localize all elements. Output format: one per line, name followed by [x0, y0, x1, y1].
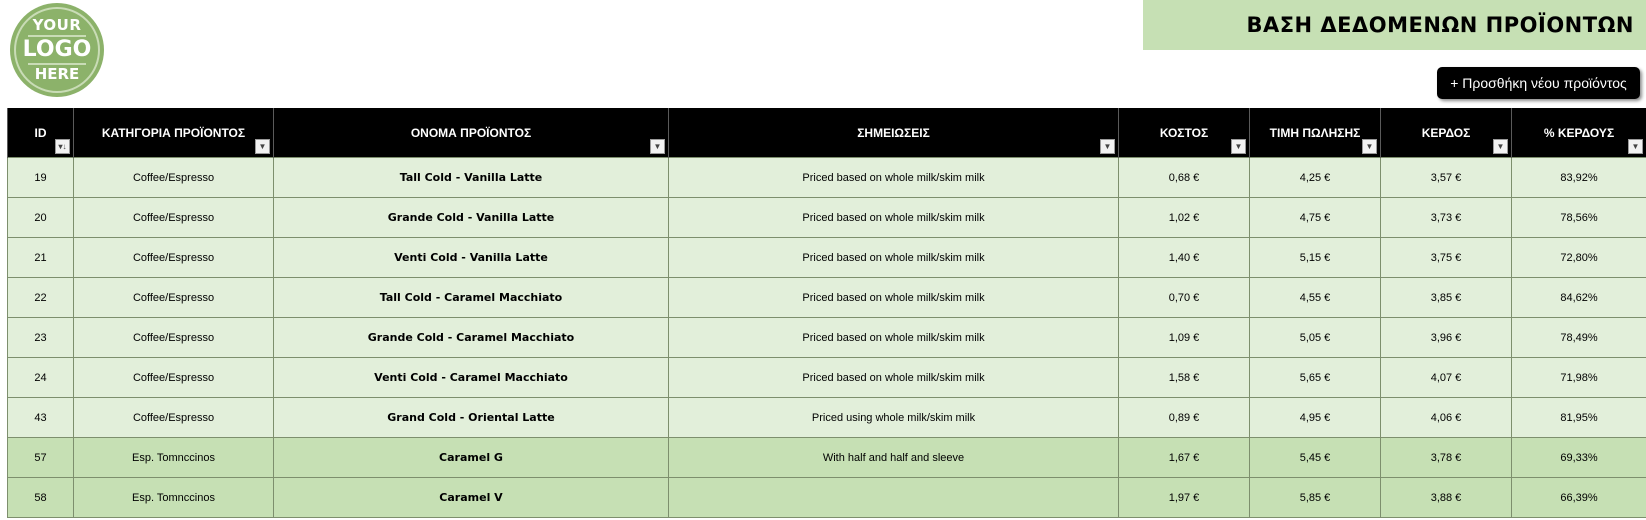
cell-name[interactable]: Grand Cold - Oriental Latte: [274, 398, 669, 438]
cell-cost[interactable]: 0,89 €: [1119, 398, 1250, 438]
cell-notes[interactable]: [669, 478, 1119, 518]
cell-price[interactable]: 4,55 €: [1250, 278, 1381, 318]
cell-notes[interactable]: Priced using whole milk/skim milk: [669, 398, 1119, 438]
cell-notes[interactable]: With half and half and sleeve: [669, 438, 1119, 478]
cell-price[interactable]: 4,25 €: [1250, 158, 1381, 198]
cell-price[interactable]: 5,15 €: [1250, 238, 1381, 278]
cell-cost[interactable]: 1,09 €: [1119, 318, 1250, 358]
table-row[interactable]: [8, 478, 1646, 518]
cell-profit[interactable]: 4,06 €: [1381, 398, 1512, 438]
column-label: ΚΕΡΔΟΣ: [1421, 125, 1471, 140]
table-row[interactable]: [8, 398, 1646, 438]
cell-category[interactable]: Coffee/Espresso: [74, 278, 274, 318]
cell-margin[interactable]: 78,56%: [1512, 198, 1646, 238]
cell-notes[interactable]: Priced based on whole milk/skim milk: [669, 278, 1119, 318]
cell-margin[interactable]: 81,95%: [1512, 398, 1646, 438]
cell-price[interactable]: 5,65 €: [1250, 358, 1381, 398]
cell-price[interactable]: 5,45 €: [1250, 438, 1381, 478]
dropdown-arrow-icon[interactable]: ▼: [1628, 139, 1643, 154]
cell-profit[interactable]: 3,88 €: [1381, 478, 1512, 518]
table-header-row: [8, 108, 1646, 158]
cell-price[interactable]: 5,85 €: [1250, 478, 1381, 518]
column-header-margin[interactable]: [1512, 108, 1646, 158]
cell-margin[interactable]: 71,98%: [1512, 358, 1646, 398]
cell-notes[interactable]: Priced based on whole milk/skim milk: [669, 318, 1119, 358]
logo-badge: [14, 7, 100, 93]
dropdown-arrow-icon[interactable]: ▼: [1362, 139, 1377, 154]
logo-text-line3: HERE: [34, 65, 80, 83]
cell-category[interactable]: Coffee/Espresso: [74, 318, 274, 358]
cell-profit[interactable]: 3,85 €: [1381, 278, 1512, 318]
cell-cost[interactable]: 1,02 €: [1119, 198, 1250, 238]
cell-margin[interactable]: 69,33%: [1512, 438, 1646, 478]
cell-id[interactable]: 24: [8, 358, 74, 398]
cell-name[interactable]: Caramel V: [274, 478, 669, 518]
cell-profit[interactable]: 3,78 €: [1381, 438, 1512, 478]
table-row[interactable]: [8, 318, 1646, 358]
column-header-cost[interactable]: [1119, 108, 1250, 158]
cell-category[interactable]: Coffee/Espresso: [74, 398, 274, 438]
logo-text-line2: LOGO: [22, 37, 92, 62]
cell-id[interactable]: 22: [8, 278, 74, 318]
column-header-category[interactable]: [74, 108, 274, 158]
cell-profit[interactable]: 3,73 €: [1381, 198, 1512, 238]
cell-margin[interactable]: 83,92%: [1512, 158, 1646, 198]
column-header-profit[interactable]: [1381, 108, 1512, 158]
dropdown-arrow-icon[interactable]: ▼: [1493, 139, 1508, 154]
cell-name[interactable]: Venti Cold - Vanilla Latte: [274, 238, 669, 278]
cell-id[interactable]: 23: [8, 318, 74, 358]
logo-text-line1: YOUR: [32, 16, 82, 34]
page-title: ΒΑΣΗ ΔΕΔΟΜΕΝΩΝ ΠΡΟΪΟΝΤΩΝ: [1246, 13, 1634, 37]
cell-cost[interactable]: 1,40 €: [1119, 238, 1250, 278]
add-product-button[interactable]: + Προσθήκη νέου προϊόντος: [1437, 67, 1640, 99]
cell-profit[interactable]: 3,96 €: [1381, 318, 1512, 358]
column-header-price[interactable]: [1250, 108, 1381, 158]
cell-margin[interactable]: 84,62%: [1512, 278, 1646, 318]
cell-id[interactable]: 20: [8, 198, 74, 238]
column-label: ΚΟΣΤΟΣ: [1159, 125, 1209, 140]
cell-category[interactable]: Coffee/Espresso: [74, 198, 274, 238]
cell-id[interactable]: 58: [8, 478, 74, 518]
cell-price[interactable]: 4,95 €: [1250, 398, 1381, 438]
cell-category[interactable]: Coffee/Espresso: [74, 358, 274, 398]
column-label: ΤΙΜΗ ΠΩΛΗΣΗΣ: [1269, 125, 1361, 140]
cell-margin[interactable]: 78,49%: [1512, 318, 1646, 358]
cell-id[interactable]: 57: [8, 438, 74, 478]
cell-name[interactable]: Tall Cold - Vanilla Latte: [274, 158, 669, 198]
cell-cost[interactable]: 0,70 €: [1119, 278, 1250, 318]
products-table: [7, 108, 1646, 518]
dropdown-arrow-icon[interactable]: ▼: [1231, 139, 1246, 154]
cell-id[interactable]: 43: [8, 398, 74, 438]
cell-cost[interactable]: 1,97 €: [1119, 478, 1250, 518]
title-banner: [1143, 0, 1646, 50]
dropdown-arrow-icon[interactable]: ▼: [1100, 139, 1115, 154]
dropdown-arrow-icon[interactable]: ▼: [650, 139, 665, 154]
company-logo: [10, 3, 104, 97]
cell-category[interactable]: Coffee/Espresso: [74, 238, 274, 278]
cell-cost[interactable]: 1,58 €: [1119, 358, 1250, 398]
cell-id[interactable]: 21: [8, 238, 74, 278]
cell-margin[interactable]: 66,39%: [1512, 478, 1646, 518]
column-label: ΟΝΟΜΑ ΠΡΟΪΟΝΤΟΣ: [410, 125, 532, 140]
cell-name[interactable]: Caramel G: [274, 438, 669, 478]
table-row[interactable]: [8, 358, 1646, 398]
cell-cost[interactable]: 0,68 €: [1119, 158, 1250, 198]
cell-category[interactable]: Esp. Tomnccinos: [74, 438, 274, 478]
cell-category[interactable]: Esp. Tomnccinos: [74, 478, 274, 518]
cell-notes[interactable]: Priced based on whole milk/skim milk: [669, 238, 1119, 278]
table-row[interactable]: [8, 438, 1646, 478]
cell-id[interactable]: 19: [8, 158, 74, 198]
cell-category[interactable]: Coffee/Espresso: [74, 158, 274, 198]
cell-notes[interactable]: Priced based on whole milk/skim milk: [669, 198, 1119, 238]
column-label: ΣΗΜΕΙΩΣΕΙΣ: [857, 125, 930, 140]
cell-notes[interactable]: Priced based on whole milk/skim milk: [669, 158, 1119, 198]
column-header-name[interactable]: [274, 108, 669, 158]
table-row[interactable]: [8, 238, 1646, 278]
column-label: ΚΑΤΗΓΟΡΙΑ ΠΡΟΪΟΝΤΟΣ: [101, 125, 246, 140]
cell-cost[interactable]: 1,67 €: [1119, 438, 1250, 478]
cell-profit[interactable]: 4,07 €: [1381, 358, 1512, 398]
cell-name[interactable]: Tall Cold - Caramel Macchiato: [274, 278, 669, 318]
column-label: % ΚΕΡΔΟΥΣ: [1543, 125, 1615, 140]
cell-profit[interactable]: 3,75 €: [1381, 238, 1512, 278]
column-header-id[interactable]: [8, 108, 74, 158]
cell-name[interactable]: Grande Cold - Vanilla Latte: [274, 198, 669, 238]
cell-price[interactable]: 4,75 €: [1250, 198, 1381, 238]
dropdown-arrow-icon[interactable]: ▼: [255, 139, 270, 154]
cell-margin[interactable]: 72,80%: [1512, 238, 1646, 278]
sort-filter-icon[interactable]: ▾↓: [55, 139, 70, 154]
cell-profit[interactable]: 3,57 €: [1381, 158, 1512, 198]
table-row[interactable]: [8, 158, 1646, 198]
cell-name[interactable]: Grande Cold - Caramel Macchiato: [274, 318, 669, 358]
cell-notes[interactable]: Priced based on whole milk/skim milk: [669, 358, 1119, 398]
table-row[interactable]: [8, 198, 1646, 238]
cell-name[interactable]: Venti Cold - Caramel Macchiato: [274, 358, 669, 398]
table-row[interactable]: [8, 278, 1646, 318]
column-header-notes[interactable]: [669, 108, 1119, 158]
column-label: ID: [34, 125, 47, 140]
cell-price[interactable]: 5,05 €: [1250, 318, 1381, 358]
